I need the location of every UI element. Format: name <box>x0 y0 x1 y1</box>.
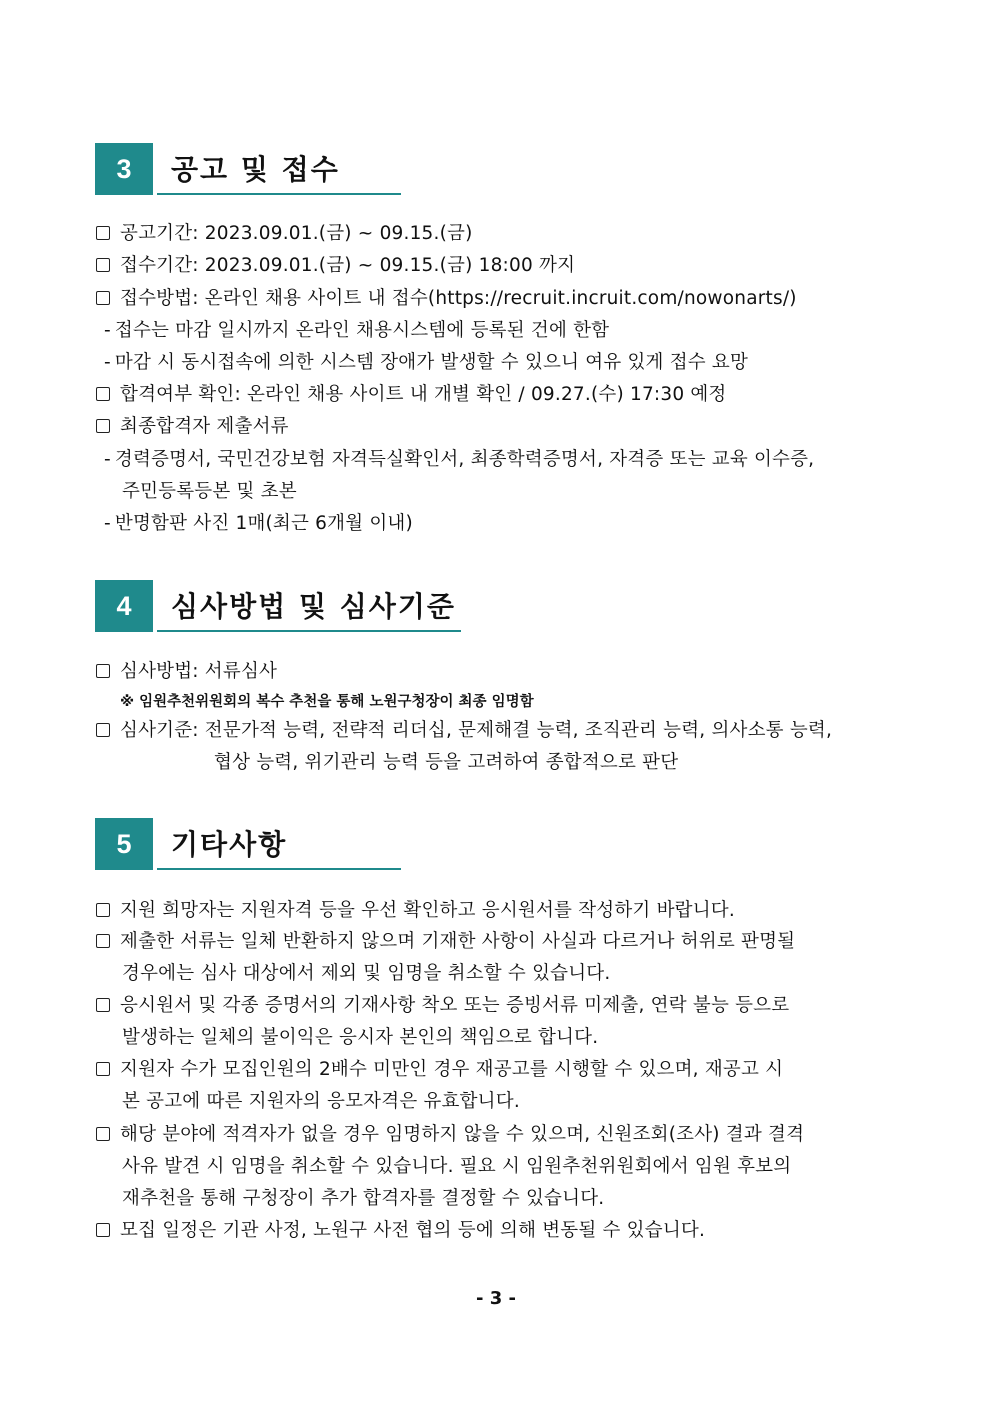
checkbox-icon <box>96 998 110 1012</box>
dash-icon: - <box>104 352 111 373</box>
section-number-badge: 3 <box>95 143 153 195</box>
list-item: 접수기간: 2023.09.01.(금) ~ 09.15.(금) 18:00 까지 <box>96 254 575 278</box>
list-continuation: 발생하는 일체의 불이익은 응시자 본인의 책임으로 합니다. <box>122 1027 599 1048</box>
section-number-badge: 4 <box>95 580 153 632</box>
list-item: 심사기준: 전문가적 능력, 전략적 리더십, 문제해결 능력, 조직관리 능력, 의사소통 능력, <box>96 719 832 743</box>
section-4-header <box>95 580 461 632</box>
list-subitem: - 마감 시 동시접속에 의한 시스템 장애가 발생할 수 있으니 여유 있게 접수 요망 <box>104 352 749 373</box>
dash-icon: - <box>104 320 111 341</box>
list-continuation: 경우에는 심사 대상에서 제외 및 임명을 취소할 수 있습니다. <box>122 963 611 984</box>
checkbox-icon <box>96 419 110 433</box>
checkbox-icon <box>96 226 110 240</box>
checkbox-icon <box>96 1223 110 1237</box>
section-title: 심사방법 및 심사기준 <box>171 590 456 623</box>
checkbox-icon <box>96 291 110 305</box>
checkbox-icon <box>96 258 110 272</box>
checkbox-icon <box>96 723 110 737</box>
dash-icon: - <box>104 513 111 534</box>
list-item: 접수방법: 온라인 채용 사이트 내 접수(https://recruit.incruit.com/nowonarts/) <box>96 287 797 311</box>
page-number: - 3 - <box>476 1288 516 1309</box>
list-continuation: 주민등록등본 및 초본 <box>122 481 297 502</box>
list-item: 지원 희망자는 지원자격 등을 우선 확인하고 응시원서를 작성하기 바랍니다. <box>96 899 735 923</box>
section-title: 공고 및 접수 <box>171 153 340 186</box>
checkbox-icon <box>96 903 110 917</box>
list-continuation: 사유 발견 시 임명을 취소할 수 있습니다. 필요 시 임원추천위원회에서 임원 후보의 <box>122 1156 792 1177</box>
section-title: 기타사항 <box>171 828 288 861</box>
note: ※ 임원추천위원회의 복수 추천을 통해 노원구청장이 최종 임명함 <box>120 694 534 710</box>
list-continuation: 재추천을 통해 구청장이 추가 합격자를 결정할 수 있습니다. <box>122 1188 605 1209</box>
list-item: 모집 일정은 기관 사정, 노원구 사전 협의 등에 의해 변동될 수 있습니다. <box>96 1219 705 1243</box>
list-subitem: - 반명함판 사진 1매(최근 6개월 이내) <box>104 513 413 534</box>
list-item: 응시원서 및 각종 증명서의 기재사항 착오 또는 증빙서류 미제출, 연락 불능 등으로 <box>96 994 789 1018</box>
list-item: 최종합격자 제출서류 <box>96 415 289 439</box>
list-subitem: - 접수는 마감 일시까지 온라인 채용시스템에 등록된 건에 한함 <box>104 320 610 341</box>
checkbox-icon <box>96 1127 110 1141</box>
list-item: 합격여부 확인: 온라인 채용 사이트 내 개별 확인 / 09.27.(수) 17:30 예정 <box>96 383 727 407</box>
list-item: 해당 분야에 적격자가 없을 경우 임명하지 않을 수 있으며, 신원조회(조사) 결과 결격 <box>96 1123 804 1147</box>
list-subitem: - 경력증명서, 국민건강보험 자격득실확인서, 최종학력증명서, 자격증 또는 교육 이수증, <box>104 449 815 470</box>
list-item: 공고기간: 2023.09.01.(금) ~ 09.15.(금) <box>96 222 473 246</box>
dash-icon: - <box>104 449 111 470</box>
list-item: 심사방법: 서류심사 <box>96 660 277 684</box>
section-title-wrap <box>157 580 461 632</box>
section-3-header <box>95 143 401 195</box>
checkbox-icon <box>96 934 110 948</box>
list-continuation: 본 공고에 따른 지원자의 응모자격은 유효합니다. <box>122 1091 520 1112</box>
checkbox-icon <box>96 664 110 678</box>
section-title-wrap <box>157 143 401 195</box>
checkbox-icon <box>96 1062 110 1076</box>
section-5-header <box>95 818 401 870</box>
section-number-badge: 5 <box>95 818 153 870</box>
list-continuation: 협상 능력, 위기관리 능력 등을 고려하여 종합적으로 판단 <box>214 752 679 773</box>
list-item: 지원자 수가 모집인원의 2배수 미만인 경우 재공고를 시행할 수 있으며, 재공고 시 <box>96 1058 783 1082</box>
section-title-wrap <box>157 818 401 870</box>
list-item: 제출한 서류는 일체 반환하지 않으며 기재한 사항이 사실과 다르거나 허위로 판명될 <box>96 930 795 954</box>
checkbox-icon <box>96 387 110 401</box>
